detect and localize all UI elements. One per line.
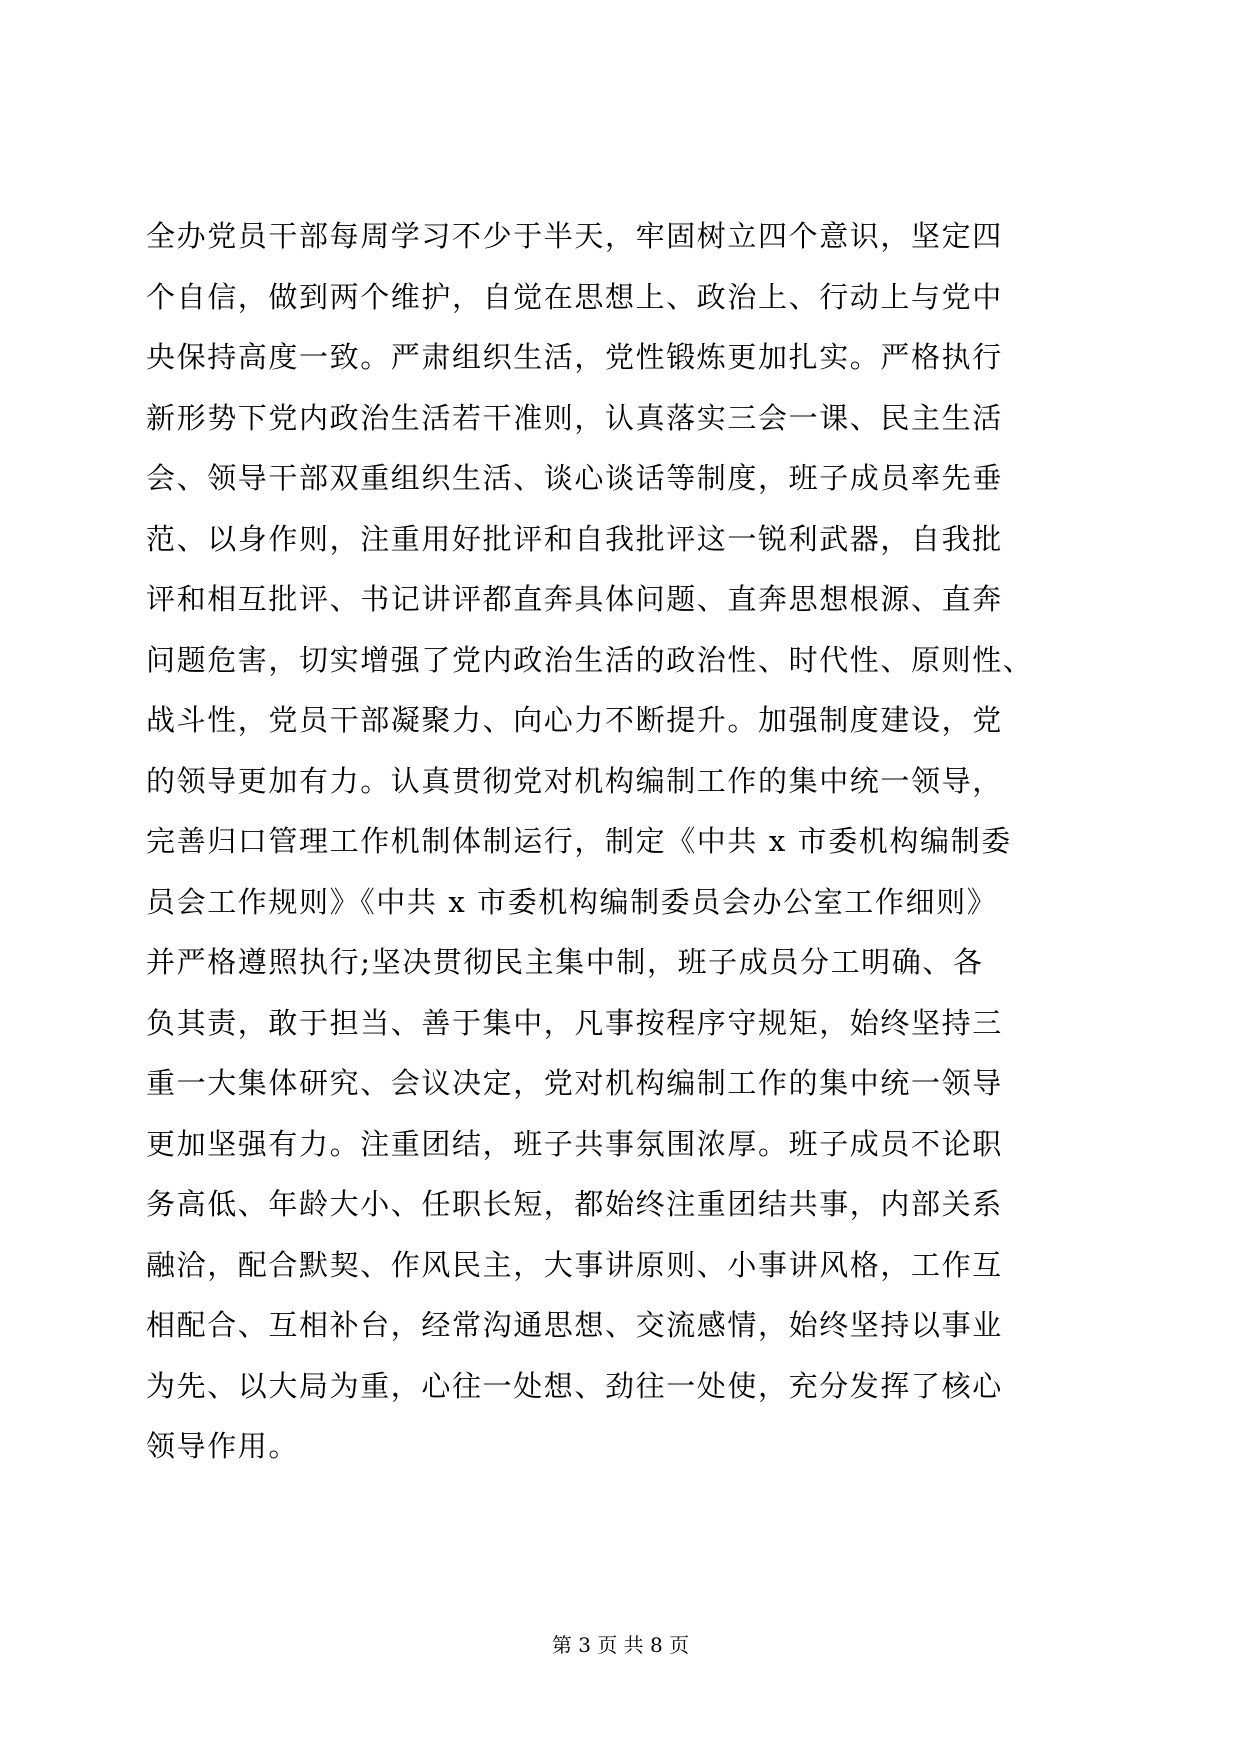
text-line: 更加坚强有力。注重团结，班子共事氛围浓厚。班子成员不论职: [146, 1126, 1003, 1161]
text-line: 员会工作规则》《中共 x 市委机构编制委员会办公室工作细则》: [146, 884, 998, 919]
text-line: 战斗性，党员干部凝聚力、向心力不断提升。加强制度建设，党: [146, 703, 1003, 737]
text-line: 相配合、互相补台，经常沟通思想、交流感情，始终坚持以事业: [146, 1308, 1003, 1342]
text-line: 为先、以大局为重，心往一处想、劲往一处使，充分发挥了核心: [146, 1368, 1003, 1403]
text-line: 会、领导干部双重组织生活、谈心谈话等制度，班子成员率先垂: [146, 461, 1003, 495]
text-line: 领导作用。: [146, 1429, 300, 1463]
text-line: 问题危害，切实增强了党内政治生活的政治性、时代性、原则性、: [146, 642, 1034, 677]
text-line: 完善归口管理工作机制体制运行，制定《中共 x 市委机构编制委: [146, 824, 1012, 858]
page-number-footer: 第 3 页 共 8 页: [551, 1633, 690, 1657]
text-line: 范、以身作则，注重用好批评和自我批评这一锐利武器，自我批: [146, 521, 1003, 556]
body-text: [146, 206, 1106, 1477]
text-line: 负其责，敢于担当、善于集中，凡事按程序守规矩，始终坚持三: [146, 1005, 1003, 1040]
text-line: 融洽，配合默契、作风民主，大事讲原则、小事讲风格，工作互: [146, 1247, 1003, 1282]
text-line: 央保持高度一致。严肃组织生活，党性锻炼更加扎实。严格执行: [146, 340, 1003, 374]
text-line: 个自信，做到两个维护，自觉在思想上、政治上、行动上与党中: [146, 279, 1003, 314]
text-line: 务高低、年龄大小、任职长短，都始终注重团结共事，内部关系: [146, 1187, 1003, 1221]
text-line: 全办党员干部每周学习不少于半天，牢固树立四个意识，坚定四: [146, 219, 1003, 253]
text-line: 重一大集体研究、会议决定，党对机构编制工作的集中统一领导: [146, 1066, 1003, 1100]
text-line: 新形势下党内政治生活若干准则，认真落实三会一课、民主生活: [146, 400, 1003, 435]
text-line: 的领导更加有力。认真贯彻党对机构编制工作的集中统一领导，: [146, 763, 1003, 798]
text-line: 评和相互批评、书记讲评都直奔具体问题、直奔思想根源、直奔: [146, 582, 1003, 616]
text-line: 并严格遵照执行;坚决贯彻民主集中制，班子成员分工明确、各: [146, 945, 984, 979]
